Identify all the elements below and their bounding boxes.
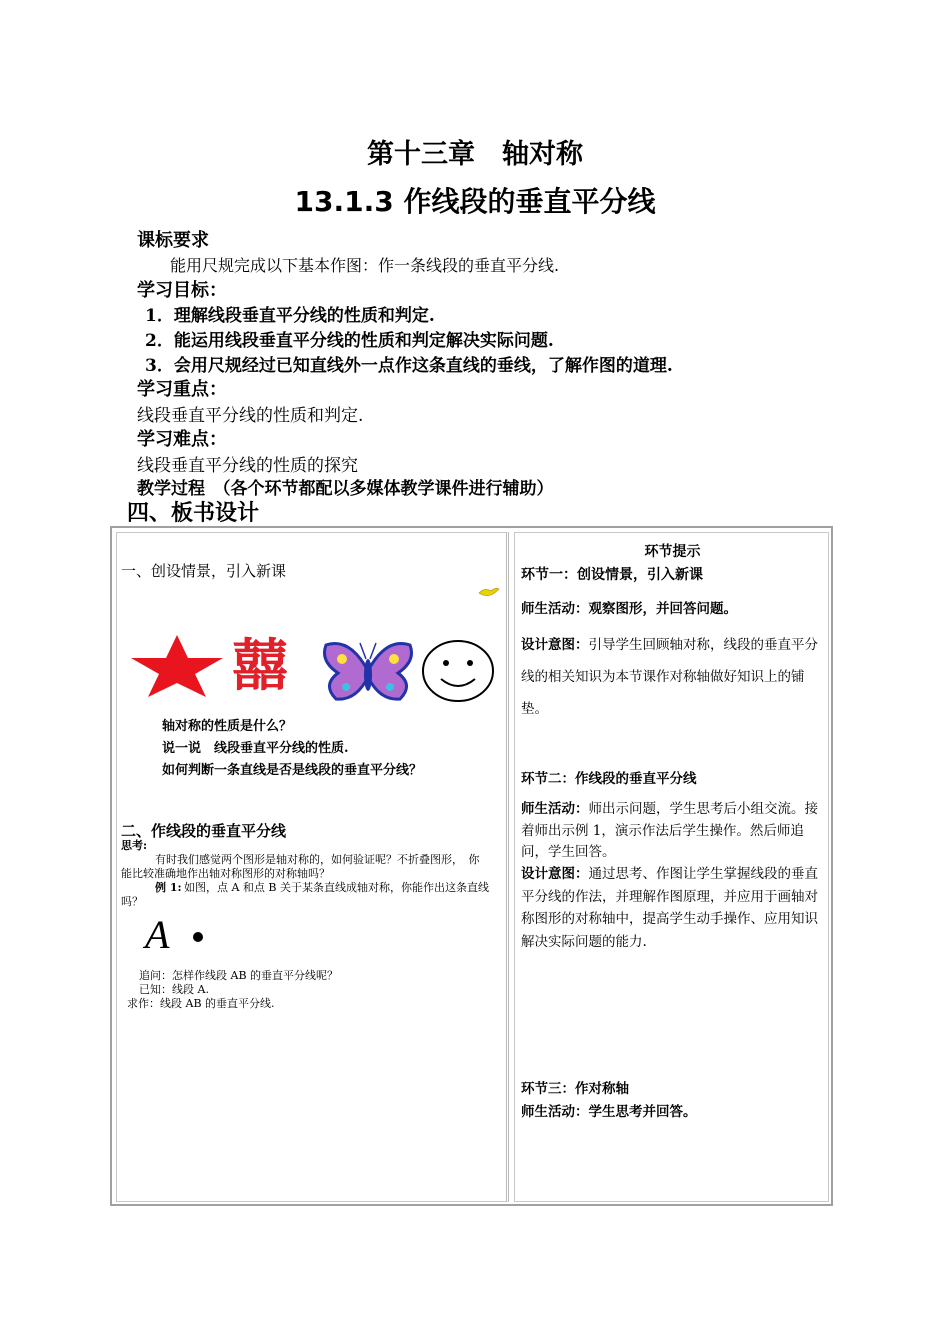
think-label: 思考:: [121, 839, 148, 852]
board-design-table: [110, 526, 833, 1206]
question-3: 如何判断一条直线是否是线段的垂直平分线？: [162, 763, 423, 778]
key-text: 线段垂直平分线的性质和判定.: [137, 406, 364, 426]
goals-label: 学习目标：: [137, 280, 227, 301]
hints-header: 环节提示: [644, 544, 701, 560]
example-text: 如图，点 A 和点 B 关于某条直线成轴对称，你能作出这条直线: [184, 881, 490, 894]
smiley-face-icon: [421, 639, 495, 703]
board-left-cell: [116, 532, 509, 1202]
curriculum-text: 能用尺规完成以下基本作图：作一条线段的垂直平分线.: [170, 256, 560, 275]
point-b-dot: [192, 931, 204, 943]
chapter-title: 第十三章 轴对称: [367, 139, 583, 170]
part1-title: 一、创设情景，引入新课: [121, 562, 287, 580]
construct-text: 求作：线段 AB 的垂直平分线.: [127, 997, 275, 1010]
curriculum-label: 课标要求: [137, 230, 209, 251]
step3-activity: 师生活动：学生思考并回答。: [521, 1104, 697, 1120]
followup-question: 追问：怎样作线段 AB 的垂直平分线呢？: [139, 969, 339, 982]
point-a-label: A: [145, 912, 170, 957]
step1-intent: 设计意图：引导学生回顾轴对称，线段的垂直平分线的相关知识为本节课作对称轴做好知识上的铺垫。: [521, 637, 818, 717]
section-title: 13.1.3 作线段的垂直平分线: [294, 185, 656, 218]
goal-item-2: 2．能运用线段垂直平分线的性质和判定解决实际问题.: [145, 331, 554, 351]
bird-icon: [477, 585, 501, 599]
example-text-2: 吗？: [121, 895, 143, 908]
think-text-2: 能比较准确地作出轴对称图形的对称轴吗？: [121, 867, 330, 880]
question-2: 说一说 线段垂直平分线的性质.: [162, 741, 349, 756]
goal-item-3: 3．会用尺规经过已知直线外一点作这条直线的垂线，了解作图的道理.: [145, 356, 673, 376]
butterfly-icon: [320, 637, 416, 705]
goal-item-1: 1．理解线段垂直平分线的性质和判定.: [145, 306, 435, 326]
step1-activity: 师生活动：观察图形，并回答问题。: [521, 601, 737, 617]
board-design-label: 四、板书设计: [127, 500, 260, 526]
step2-title: 环节二：作线段的垂直平分线: [521, 771, 697, 787]
question-1: 轴对称的性质是什么？: [162, 719, 293, 734]
difficulty-text: 线段垂直平分线的性质的探究: [137, 456, 358, 476]
part2-title: 二、作线段的垂直平分线: [121, 822, 287, 840]
step2-intent: 设计意图：通过思考、作图让学生掌握线段的垂直平分线的作法，并理解作图原理，并应用于画轴对称图形的对称轴中，提高学生动手操作、应用知识解决实际问题的能力.: [521, 866, 818, 950]
example-label: 例 1:: [155, 881, 182, 894]
key-label: 学习重点：: [137, 379, 227, 400]
think-text-1: 有时我们感觉两个图形是轴对称的，如何验证呢？不折叠图形， 你: [155, 853, 480, 866]
red-star-icon: [129, 633, 225, 699]
double-happiness-icon: 囍: [232, 634, 288, 699]
given-text: 已知：线段 A.: [139, 983, 209, 996]
step1-title: 环节一：创设情景，引入新课: [521, 567, 703, 583]
process-text: 教学过程 （各个环节都配以多媒体教学课件进行辅助）: [137, 479, 554, 499]
board-right-cell: [514, 532, 829, 1202]
difficulty-label: 学习难点：: [137, 429, 227, 450]
step3-title: 环节三：作对称轴: [521, 1081, 629, 1097]
step2-activity: 师生活动：师出示问题，学生思考后小组交流。接着师出示例 1，演示作法后学生操作。然后师追问，学生回答。: [521, 801, 818, 860]
